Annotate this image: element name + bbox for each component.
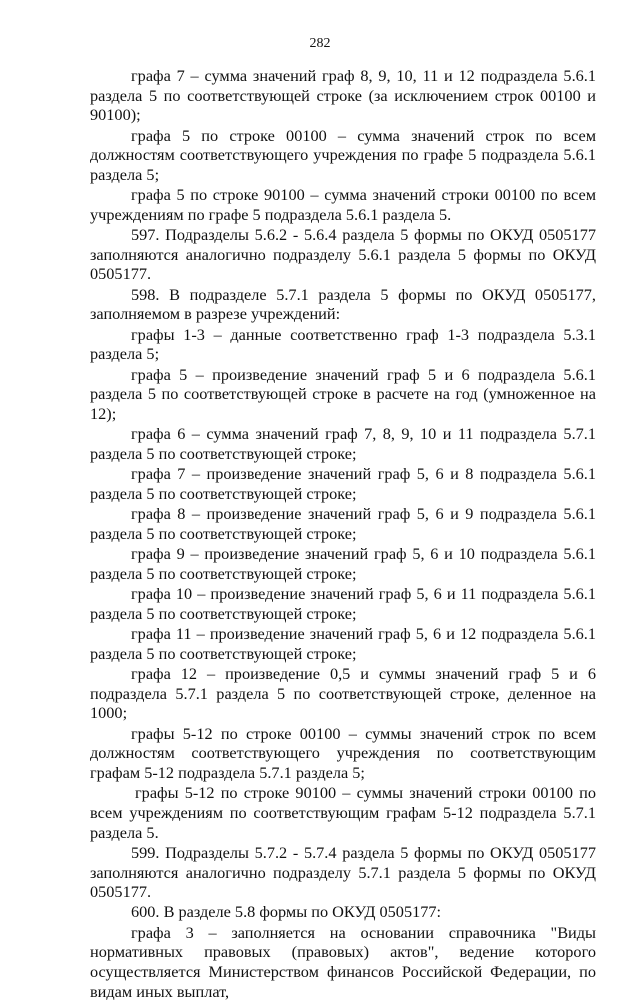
paragraph-item-600: 600. В разделе 5.8 формы по ОКУД 0505177: bbox=[131, 902, 442, 922]
paragraph-grafa-10: графа 10 – произведение значений граф 5, 6 и 11 подраздела 5.6.1 раздела 5 по соответствующей строке; bbox=[90, 584, 596, 623]
document-body bbox=[90, 66, 596, 1002]
paragraph-grafa-5-row-90100: графа 5 по строке 90100 – сумма значений строки 00100 по всем учреждениям по графе 5 подраздела 5.6.1 раздела 5. bbox=[90, 185, 596, 224]
paragraph-grafy-5-12-row-90100: графы 5-12 по строке 90100 – суммы значений строки 00100 по всем учреждениям по соответствующим графам 5-12 подраздела 5.7.1 раздела 5. bbox=[90, 783, 596, 842]
paragraph-grafa-5: графа 5 – произведение значений граф 5 и 6 подраздела 5.6.1 раздела 5 по соответствующей строке в расчете на год (умноженное на 12); bbox=[90, 364, 596, 423]
paragraph-grafa-12: графа 12 – произведение 0,5 и суммы значений граф 5 и 6 подраздела 5.7.1 раздела 5 по соответствующей строке, деленное на 1000; bbox=[90, 664, 596, 723]
paragraph-grafa-3: графа 3 – заполняется на основании справочника "Виды нормативных правовых (правовых) актов", ведение которого осуществляется Министерством финансов Российской Федерации, по видам иных выплат, bbox=[90, 922, 596, 1001]
paragraph-grafa-9: графа 9 – произведение значений граф 5, 6 и 10 подраздела 5.6.1 раздела 5 по соответствующей строке; bbox=[90, 544, 596, 583]
paragraph-grafa-6: графа 6 – сумма значений граф 7, 8, 9, 10 и 11 подраздела 5.7.1 раздела 5 по соответствующей строке; bbox=[90, 424, 596, 463]
paragraph-item-597: 597. Подразделы 5.6.2 - 5.6.4 раздела 5 формы по ОКУД 0505177 заполняются аналогично подразделу 5.6.1 раздела 5 формы по ОКУД 0505177. bbox=[90, 225, 596, 284]
paragraph-item-599: 599. Подразделы 5.7.2 - 5.7.4 раздела 5 формы по ОКУД 0505177 заполняются аналогично подразделу 5.7.1 раздела 5 формы по ОКУД 0505177. bbox=[90, 842, 596, 902]
paragraph-item-598: 598. В подразделе 5.7.1 раздела 5 формы по ОКУД 0505177, заполняемом в разрезе учреждений: bbox=[90, 284, 596, 324]
paragraph-grafa-11: графа 11 – произведение значений граф 5, 6 и 12 подраздела 5.6.1 раздела 5 по соответствующей строке; bbox=[90, 624, 596, 663]
paragraph-grafy-1-3: графы 1-3 – данные соответственно граф 1-3 подраздела 5.3.1 раздела 5; bbox=[90, 324, 596, 364]
paragraph-grafy-5-12-row-00100: графы 5-12 по строке 00100 – суммы значений строк по всем должностям соответствующего учреждения по соответствующим графам 5-12 подраздела 5.7.1 раздела 5; bbox=[90, 723, 596, 782]
paragraph-grafa-7: графа 7 – сумма значений граф 8, 9, 10, 11 и 12 подраздела 5.6.1 раздела 5 по соответствующей строке (за исключением строк 00100 и 90100); bbox=[90, 66, 596, 125]
paragraph-grafa-5-row-00100: графа 5 по строке 00100 – сумма значений строк по всем должностям соответствующего учреждения по графе 5 подраздела 5.6.1 раздела 5; bbox=[90, 125, 596, 184]
paragraph-grafa-7b: графа 7 – произведение значений граф 5, 6 и 8 подраздела 5.6.1 раздела 5 по соответствующей строке; bbox=[90, 464, 596, 503]
paragraph-grafa-8: графа 8 – произведение значений граф 5, 6 и 9 подраздела 5.6.1 раздела 5 по соответствующей строке; bbox=[90, 504, 596, 543]
page-number: 282 bbox=[309, 36, 331, 51]
